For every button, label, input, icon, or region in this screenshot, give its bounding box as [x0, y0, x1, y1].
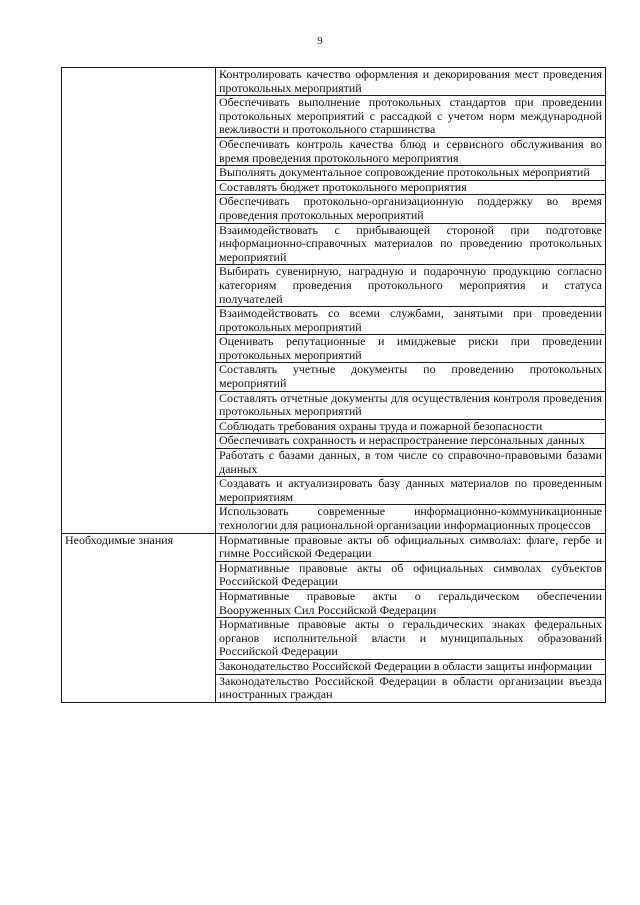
- requirements-table: [61, 67, 606, 703]
- page-number: 9: [317, 35, 323, 47]
- table-cell-item: Оценивать репутационные и имиджевые риски при проведении протокольных мероприятий: [216, 335, 606, 363]
- table-cell-item: Нормативные правовые акты о геральдическом обеспечении Вооруженных Сил Российской Федерации: [216, 589, 606, 617]
- table-cell-item: Соблюдать требования охраны труда и пожарной безопасности: [216, 419, 606, 434]
- section-label: [62, 68, 216, 534]
- section-label: Необходимые знания: [62, 533, 216, 702]
- table-cell-item: Обеспечивать выполнение протокольных стандартов при проведении протокольных мероприятий с рассадкой с учетом норм международной вежливости и протокольного старшинства: [216, 96, 606, 138]
- table-cell-item: Законодательство Российской Федерации в области организации въезда иностранных граждан: [216, 674, 606, 702]
- table-cell-item: Обеспечивать сохранность и нераспространение персональных данных: [216, 434, 606, 449]
- table-cell-item: Обеспечивать протокольно-организационную поддержку во время проведения протокольных мероприятий: [216, 195, 606, 223]
- table-row: [62, 533, 606, 561]
- table-cell-item: Обеспечивать контроль качества блюд и сервисного обслуживания во время проведения протокольного мероприятия: [216, 137, 606, 165]
- table-cell-item: Выбирать сувенирную, наградную и подарочную продукцию согласно категориям проведения протокольного мероприятия и статуса получателей: [216, 265, 606, 307]
- table-cell-item: Составлять бюджет протокольного мероприятия: [216, 180, 606, 195]
- table-cell-item: Взаимодействовать с прибывающей стороной при подготовке информационно-справочных материалов по проведению протокольных мероприятий: [216, 223, 606, 265]
- table-cell-item: Составлять учетные документы по проведению протокольных мероприятий: [216, 363, 606, 391]
- table-cell-item: Составлять отчетные документы для осуществления контроля проведения протокольных мероприятий: [216, 391, 606, 419]
- table-cell-item: Контролировать качество оформления и декорирования мест проведения протокольных мероприятий: [216, 68, 606, 96]
- table-cell-item: Использовать современные информационно-коммуникационные технологии для рациональной организации информационных процессов: [216, 505, 606, 533]
- table-row: [62, 68, 606, 96]
- table-cell-item: Нормативные правовые акты об официальных символах субъектов Российской Федерации: [216, 561, 606, 589]
- table-cell-item: Создавать и актуализировать базу данных материалов по проведенным мероприятиям: [216, 477, 606, 505]
- table-cell-item: Взаимодействовать со всеми службами, занятыми при проведении протокольных мероприятий: [216, 307, 606, 335]
- table-cell-item: Нормативные правовые акты об официальных символах: флаге, гербе и гимне Российской Федерации: [216, 533, 606, 561]
- table-cell-item: Законодательство Российской Федерации в области защиты информации: [216, 659, 606, 674]
- table-cell-item: Нормативные правовые акты о геральдических знаках федеральных органов исполнительной власти и муниципальных образований Российской Федерации: [216, 618, 606, 660]
- table-cell-item: Выполнять документальное сопровождение протокольных мероприятий: [216, 166, 606, 181]
- table-cell-item: Работать с базами данных, в том числе со справочно-правовыми базами данных: [216, 449, 606, 477]
